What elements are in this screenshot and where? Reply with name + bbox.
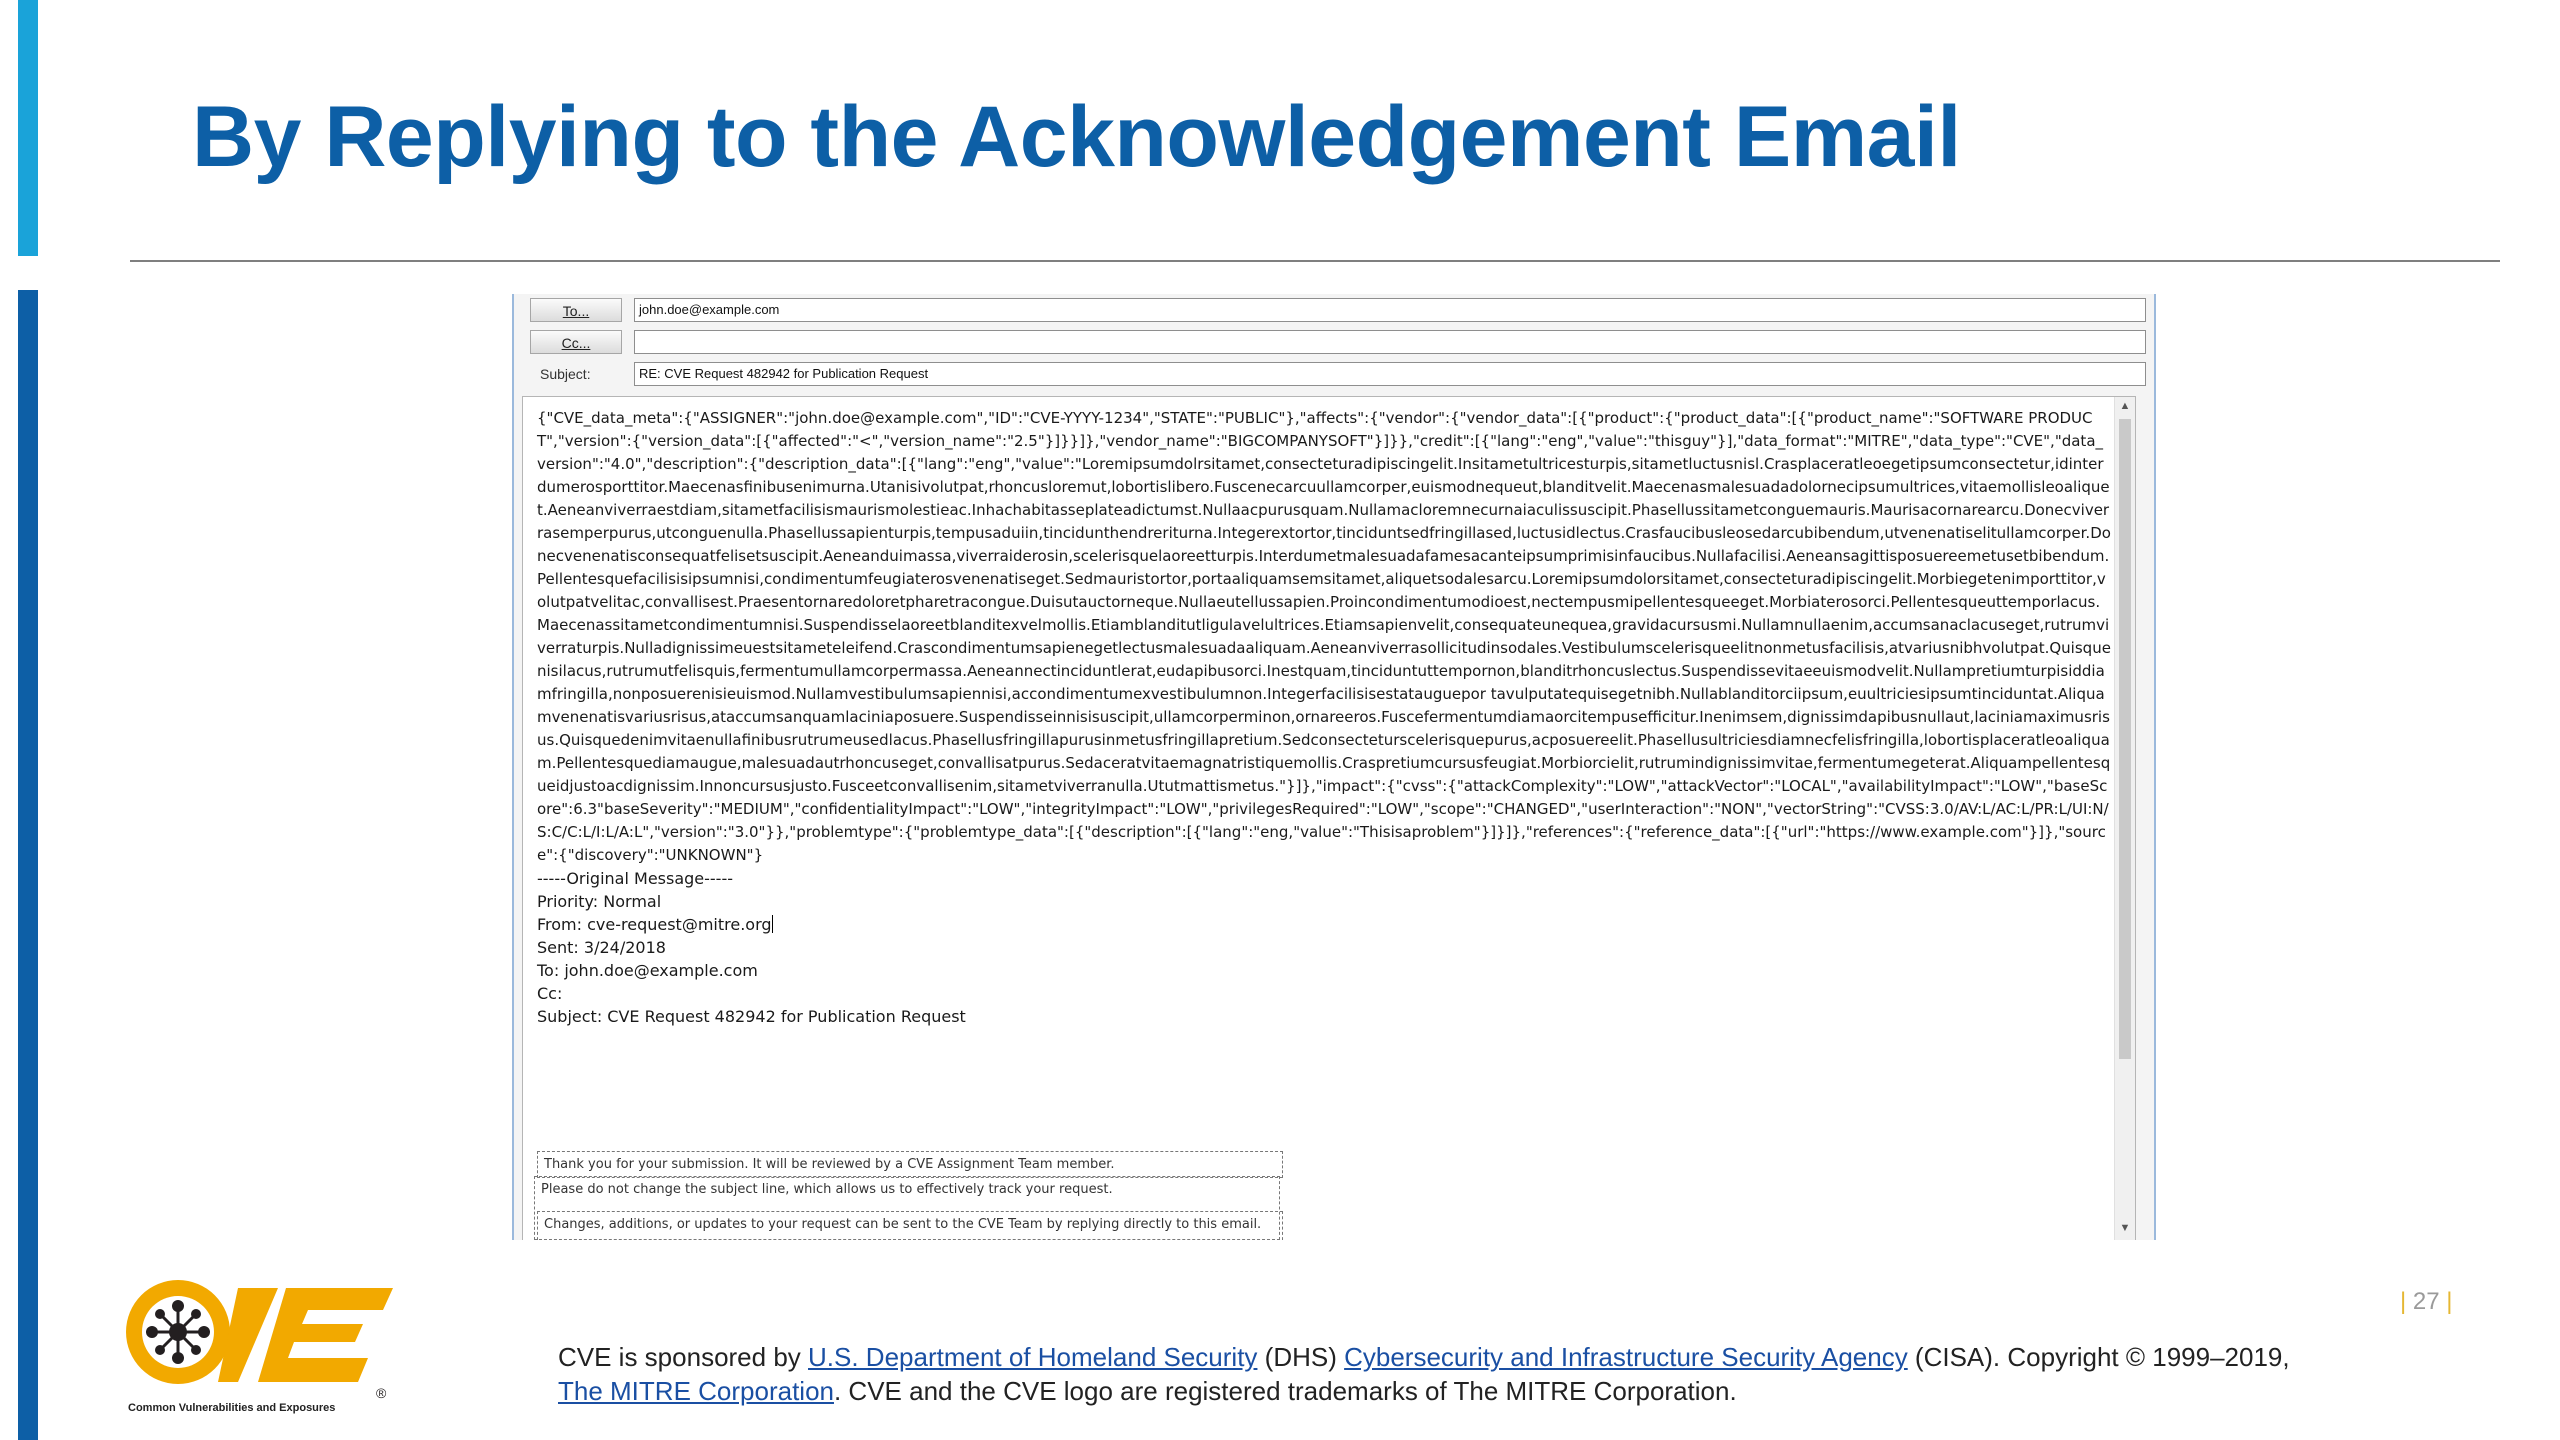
- vertical-scrollbar[interactable]: [2114, 397, 2135, 1240]
- footer-text-2: (DHS): [1257, 1342, 1345, 1372]
- scroll-up-arrow-icon[interactable]: ▲: [2119, 400, 2131, 412]
- text-caret: [772, 915, 773, 933]
- note-changes: Changes, additions, or updates to your request can be sent to the CVE Team by replying directly to this email.: [537, 1211, 1283, 1240]
- logo-letter-e: [258, 1288, 393, 1382]
- slide-title: By Replying to the Acknowledgement Email: [192, 89, 1961, 185]
- json-submission-text: {"CVE_data_meta":{"ASSIGNER":"john.doe@example.com","ID":"CVE-YYYY-1234","STATE":"PUBLIC"},"affects":{"vendor":{"vendor_data":[{"product":{"product_data":[{"product_name":"SOFTWARE PRODUCT","version":{"version_data":[{"affected":"<","version_name":"2.5"}]}}]},"vendor_name":"BIGCOMPANYSOFT"}]}},"credit":[{"lang":"eng","value":"thisguy"}],"data_format":"MITRE","data_type":"CVE","data_version":"4.0","description":{"description_data":[{"lang":"eng","value":"Loremipsumdolrsitamet,consecteturadipiscingelit.Insitametultricesturpis,sitametluctusnisl.Crasplaceratleoegetipsumconsectetur,idinterdumerosporttitor.Maecenasfinibusenimurna.Utanisivolutpat,rhoncusloremut,lobortislibero.Fuscenecarcuullamcorper,euismodnequeut,blanditvelit.Maecenasmalesuadadolornecipsumultrices,vitaemollisleoaliquet.Aeneanviverraestdiam,sitametfacilisismaurismolestieac.Inhachabitasseplateadictumst.Nullaacpurusquam.Nullamacloremnecurnaiaculissuscipit.Phasellussitametconguemauris.Maurisacornarearcu.Donecviverrasemperpurus,utconguenulla.Phasellussapienturpis,tempusaduiin,tincidunthendreriturna.Integerextortor,tinciduntsedfringillased,luctusidlectus.Crasfaucibusleosedarcubibendum,utvenenatiselitullamcorper.Donecvenenatisconsequatfelisetsuscipit.Aeneanduimassa,viverraiderosin,scelerisquelaoreetturpis.Interdumetmalesuadafamesacanteipsumprimisinfaucibus.Nullafacilisi.Aeneansagittisposuereemetusetbibendum.Pellentesquefacilisisipsumnisi,condimentumfeugiaterosvenenatiseget.Sedmauristortor,portaaliquamsemsitamet,aliquetsodalesarcu.Loremipsumdolorsitamet,consecteturadipiscingelit.Morbiegetenimporttitor,volutpatvelitac,convallisest.Praesentornaredoloretpharetracongue.Duisutauctorneque.Nullaeutellussapien.Proincondimentumodioest,nectempusmipellentesqueeget.Morbiaterosorci.Pellentesqueuttemporlacus.Maecenassitametcondimentumnisi.Suspendisselaoreetblanditexvelmollis.Etiamblanditutligulavelultrices.Etiamsapienvelit,consequateunequea,gravidacursusmi.Nullamnullaenim,accumsanaclacuseget,rutrumviverraturpis.Nulladignissimeuestsitameteleifend.Crascondimentumsapienegetlectusmalesuadaaliquam.Aeneanviverrasollicitudinsodales.Vestibulumscelerisqueelitnonmetusfacilisis,atvariusnibhvolutpat.Quisquenisilacus,rutrumutfelisquis,fermentumullamcorpermassa.Aeneannectinciduntlerat,eudapibusorci.Inestquam,tinciduntuttempornon,blanditrhoncuslectus.Suspendissevitaeeuismodvelit.Nullampretiumturpisiddiamfringilla,nonposuerenisieuismod.Nullamvestibulumsapiennisi,accondimentumexvestibulumnon.Integerfacilisisestatauguepor tavulputatequisegetnibh.Nullablanditorciipsum,euultriciesipsumtinciduntat.Aliquamvenenatisvariusrisus,ataccumsanquamlaciniaposuere.Suspendisseinnisisuscipit,ullamcorperminon,ornareeros.Fuscefermentumdiamaorcitempusefficitur.Inenimsem,dignissimdapibusnullaut,laciniamaximusrisus.Quisquedenimvitaenullafinibusrutrumeusedlacus.Phasellusfringillapurusinmetusfringillapretium.Sedconsecteturscelerisquepurus,acposuereelit.Phasellusultriciesdiamnecfelisfringilla,lobortisplaceratleoaliquam.Pellentesquediamaugue,malesuadautrhoncuseget,convallisatpurus.Sedaceratvitaemagnatristiquemollis.Craspretiumcursusfeugiat.Morbiorcielit,rutrumindignissimvitae,fermentumegeterat.Aliquampellentesqueidjustoacdignissim.Innoncursusjusto.Fusceetconvallisenim,sitametviverranulla.Ututmattismetus."}]},"impact":{"cvss":{"attackComplexity":"LOW","attackVector":"LOCAL","availabilityImpact":"LOW","baseScore":6.3"baseSeverity":"MEDIUM","confidentialityImpact":"LOW","integrityImpact":"LOW","privilegesRequired":"LOW","scope":"CHANGED","userInteraction":"NON","vectorString":"CVSS:3.0/AV:L/AC:L/PR:L/UI:N/S:C/C:L/I:L/A:L","version":"3.0"}},"problemtype":{"problemtype_data":[{"description":[{"lang":"eng,"value":"Thisisaproblem"}]}]},"references":{"reference_data":[{"url":"https://www.example.com"}]},"source":{"discovery":"UNKNOWN"}: [537, 409, 2111, 864]
- logo-caption: Common Vulnerabilities and Exposures: [128, 1402, 336, 1414]
- mitre-link[interactable]: The MITRE Corporation: [558, 1376, 834, 1406]
- page-number: | 27 |: [2400, 1288, 2453, 1315]
- note-subject-line: Please do not change the subject line, which allows us to effectively track your request.: [534, 1176, 1280, 1240]
- page-number-value: 27: [2412, 1288, 2440, 1315]
- email-compose-window: [512, 294, 2156, 1240]
- original-message-header: -----Original Message-----: [537, 869, 733, 888]
- footer-text-1: CVE is sponsored by: [558, 1342, 809, 1372]
- sent-line: Sent: 3/24/2018: [537, 938, 666, 957]
- subject-line: Subject: CVE Request 482942 for Publication Request: [537, 1007, 966, 1026]
- scroll-down-arrow-icon[interactable]: ▼: [2119, 1222, 2131, 1234]
- note-thank-you: Thank you for your submission. It will be reviewed by a CVE Assignment Team member.: [537, 1151, 1283, 1178]
- from-text: From: cve-request@mitre.org: [537, 915, 772, 934]
- cc-line: Cc:: [537, 984, 563, 1003]
- subject-label: Subject:: [540, 366, 591, 382]
- scroll-thumb[interactable]: [2119, 419, 2131, 1059]
- cisa-link[interactable]: Cybersecurity and Infrastructure Security Agency: [1344, 1342, 1908, 1372]
- accent-bar-left: [18, 290, 38, 1440]
- to-line: To: john.doe@example.com: [537, 961, 758, 980]
- logo-registered-mark: ®: [376, 1385, 387, 1401]
- footer-sponsor-text: [558, 1340, 2458, 1408]
- title-divider: [130, 260, 2500, 262]
- footer-text-3: (CISA). Copyright © 1999–2019,: [1907, 1342, 2290, 1372]
- subject-field[interactable]: RE: CVE Request 482942 for Publication Request: [634, 362, 2146, 386]
- cc-button[interactable]: Cc...: [530, 330, 622, 354]
- priority-line: Priority: Normal: [537, 892, 662, 911]
- cc-field[interactable]: [634, 330, 2146, 354]
- to-field[interactable]: john.doe@example.com: [634, 298, 2146, 322]
- message-body-content: [537, 407, 2111, 1028]
- to-button[interactable]: To...: [530, 298, 622, 322]
- footer-text-4: . CVE and the CVE logo are registered trademarks of The MITRE Corporation.: [833, 1376, 1737, 1406]
- message-body[interactable]: [522, 396, 2136, 1240]
- dhs-link[interactable]: U.S. Department of Homeland Security: [808, 1342, 1258, 1372]
- accent-bar-top: [18, 0, 38, 256]
- from-line: [537, 913, 2111, 936]
